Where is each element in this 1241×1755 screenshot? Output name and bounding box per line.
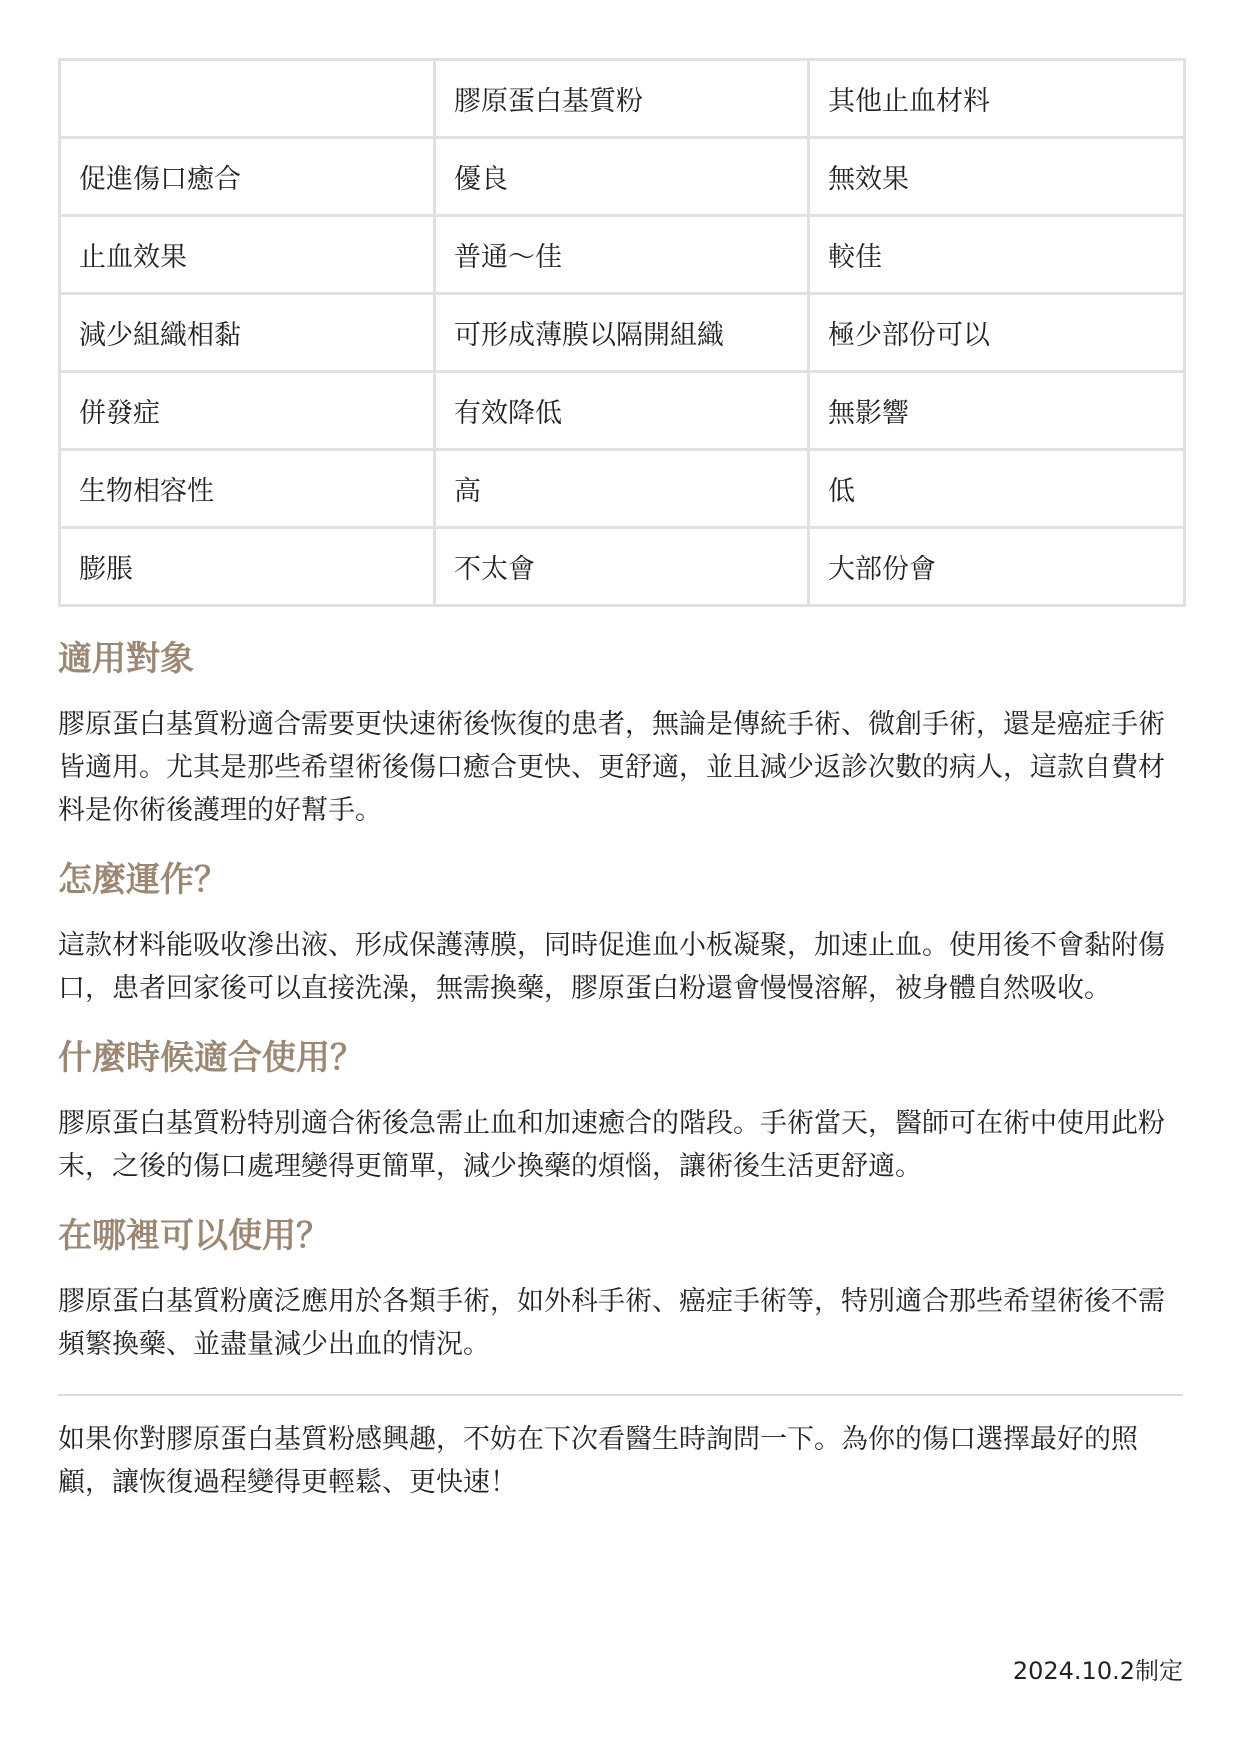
table-row	[60, 450, 1185, 528]
table-cell: 有效降低	[435, 372, 809, 450]
table-row	[60, 372, 1185, 450]
table-cell: 減少組織相黏	[60, 294, 435, 372]
table-cell: 較佳	[809, 216, 1185, 294]
table-header-cell: 膠原蛋白基質粉	[435, 60, 809, 138]
date-label: 2024.10.2制定	[1012, 1657, 1183, 1685]
section-title-when-to-use: 什麼時候適合使用？	[58, 1038, 364, 1078]
table-cell: 普通～佳	[435, 216, 809, 294]
table-cell: 併發症	[60, 372, 435, 450]
comparison-table	[58, 58, 1186, 607]
section-body-how-it-works: 這款材料能吸收滲出液、形成保護薄膜，同時促進血小板凝聚，加速止血。使用後不會黏附傷口，患者回家後可以直接洗澡，無需換藥，膠原蛋白粉還會慢慢溶解，被身體自然吸收。	[58, 930, 1165, 1004]
section-body-where-to-use: 膠原蛋白基質粉廣泛應用於各類手術，如外科手術、癌症手術等，特別適合那些希望術後不需頻繁換藥、並盡量減少出血的情況。	[58, 1286, 1165, 1360]
table-header-cell: 其他止血材料	[809, 60, 1185, 138]
table-row	[60, 216, 1185, 294]
table-cell: 可形成薄膜以隔開組織	[435, 294, 809, 372]
section-title-target-audience: 適用對象	[58, 639, 194, 679]
table-cell: 無影響	[809, 372, 1185, 450]
section-title-how-it-works: 怎麼運作？	[58, 860, 228, 900]
table-cell: 膨脹	[60, 528, 435, 606]
section-body-target-audience: 膠原蛋白基質粉適合需要更快速術後恢復的患者，無論是傳統手術、微創手術，還是癌症手術皆適用。尤其是那些希望術後傷口癒合更快、更舒適，並且減少返診次數的病人，這款自費材料是你術後護理的好幫手。	[58, 709, 1165, 826]
table-header-row	[60, 60, 1185, 138]
divider	[58, 1394, 1183, 1396]
table-cell: 極少部份可以	[809, 294, 1185, 372]
table-cell: 高	[435, 450, 809, 528]
table-row	[60, 528, 1185, 606]
section-title-where-to-use: 在哪裡可以使用？	[58, 1216, 330, 1256]
closing-paragraph: 如果你對膠原蛋白基質粉感興趣，不妨在下次看醫生時詢問一下。為你的傷口選擇最好的照顧，讓恢復過程變得更輕鬆、更快速！	[58, 1424, 1138, 1498]
table-row	[60, 138, 1185, 216]
table-header-cell	[60, 60, 435, 138]
table-cell: 止血效果	[60, 216, 435, 294]
table-cell: 無效果	[809, 138, 1185, 216]
table-cell: 促進傷口癒合	[60, 138, 435, 216]
document-page	[58, 58, 1183, 1504]
table-cell: 大部份會	[809, 528, 1185, 606]
table-row	[60, 294, 1185, 372]
table-cell: 不太會	[435, 528, 809, 606]
section-body-when-to-use: 膠原蛋白基質粉特別適合術後急需止血和加速癒合的階段。手術當天，醫師可在術中使用此粉末，之後的傷口處理變得更簡單，減少換藥的煩惱，讓術後生活更舒適。	[58, 1108, 1165, 1182]
table-cell: 低	[809, 450, 1185, 528]
table-cell: 生物相容性	[60, 450, 435, 528]
table-cell: 優良	[435, 138, 809, 216]
